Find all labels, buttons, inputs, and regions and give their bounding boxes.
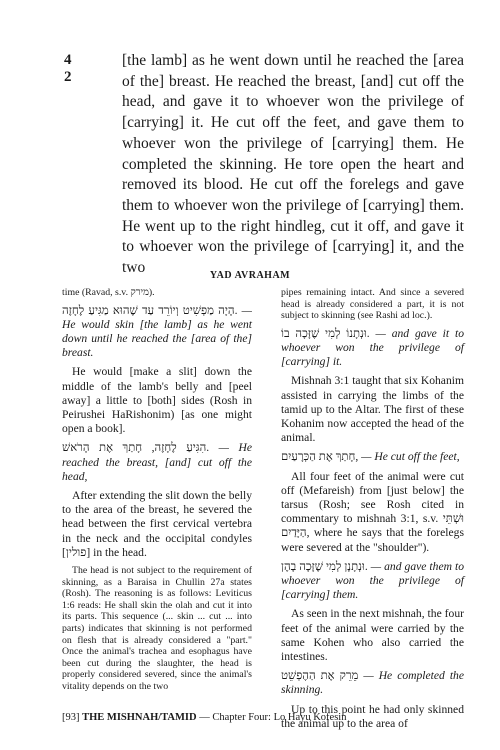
- hebrew-lemma: וּנְתָנוֹ לְמִי שֶׁזָּכָה בוֹ.: [281, 326, 370, 340]
- lemma-translation: — He reached the breast, [and] cut off the head,: [62, 441, 252, 483]
- page-number: [93]: [62, 712, 80, 723]
- lemma-translation: — He would skin [the lamb] as he went down until he reached the [area of the] breast.: [62, 303, 252, 360]
- commentary-paragraph: The head is not subject to the requirement of skinning, as a Baraisa in Chullin 27a states (Rosh). The reasoning is as follows: Leviticus 1:6 reads: He shall skin the olah and cut it into its parts. This sequence (... skin ... cut ... into parts) indicates that skinning is not performed on flesh that is already considered a "part." Once the animal's trachea and esophagus have been cut during the slaughter, the head is properly considered severed, since the animal's vitality depends on the two: [62, 565, 252, 692]
- commentary-paragraph: He would [make a slit] down the middle of the lamb's belly and [peel away] a little to [both] sides (Rosh in Peirushei HaRishonim) [as one might open a book].: [62, 365, 252, 436]
- commentary-paragraph: Up to this point he had only skinned the animal up to the area of: [281, 702, 464, 730]
- chapter-number: 4: [64, 52, 72, 68]
- hebrew-lemma: חָתַךְ אֶת הַכְּרָעַיִם,: [281, 450, 359, 464]
- hebrew-lemma: הִגִּיעַ לֶחָזֶה, חָתַךְ אֶת הָרֹאשׁ.: [62, 441, 210, 455]
- mishnah-translation: [the lamb] as he went down until he reached the [area of the] breast. He reached the breast, [and] cut off the head, and gave it to whoever won the privilege of [carrying] it. He cut off the feet, and gave them to whoever won the privilege of [carrying] them. He completed the skinning. He tore open the heart and removed its blood. He cut off the forelegs and gave them to whoever won the privilege of [carrying] them. He went up to the right hindleg, cut it off, and gave it to whoever won the privilege of [carrying] it, and the two: [122, 52, 464, 277]
- commentary-lemma: [281, 450, 464, 464]
- commentary-lemma: [62, 441, 252, 484]
- commentary-heading: YAD AVRAHAM: [209, 270, 291, 281]
- commentary-paragraph: pipes remaining intact. And since a severed head is already considered a part, it is not subject to skinning (see Rashi ad loc.).: [281, 287, 464, 322]
- lemma-translation: — and gave it to whoever won the privilege of [carrying] it.: [281, 326, 465, 369]
- hebrew-lemma: מֵרֵק אֶת הַהֶפְשֵׁט: [281, 669, 359, 683]
- page-footer: [62, 712, 346, 723]
- lemma-translation: — He cut off the feet,: [358, 450, 460, 464]
- commentary-lemma: [281, 560, 464, 603]
- book-title: THE MISHNAH/TAMID: [82, 712, 197, 723]
- commentary-lemma: [62, 304, 252, 361]
- commentary-paragraph: As seen in the next mishnah, the four feet of the animal were carried by the same Kohen who also carried the intestines.: [281, 607, 464, 664]
- commentary-paragraph: Mishnah 3:1 taught that six Kohanim assisted in carrying the limbs of the tamid up to the Altar. The first of these Kohanim now accepted the head of the animal.: [281, 374, 464, 445]
- commentary-left-column: [62, 287, 252, 698]
- commentary-paragraph: After extending the slit down the belly to the area of the breast, he severed the head between the first cervical vertebra in the neck and the occipital condyles [פולין] in the head.: [62, 489, 252, 559]
- hebrew-lemma: הָיָה מַפְשִׁיט וְיוֹרֵד עַד שֶׁהוּא מַגִּיעַ לֶחָזֶה.: [62, 303, 238, 317]
- mishnah-number: 2: [64, 69, 72, 85]
- hebrew-lemma: וּנְתָנָן לְמִי שֶׁזָּכָה בָהֶן.: [281, 559, 368, 573]
- commentary-lemma: [281, 327, 464, 370]
- commentary-lemma: [281, 669, 464, 697]
- lemma-translation: — and gave them to whoever won the privilege of [carrying] them.: [281, 559, 464, 602]
- commentary-paragraph: time (Ravad, s.v. מירק).: [62, 287, 155, 298]
- commentary-right-column: [281, 287, 464, 736]
- commentary-paragraph: All four feet of the animal were cut off (Mefareish) from [just below] the tarsus (Rosh; see Rosh cited in commentary to mishnah 3:1, s.v. וּשְׁתֵּי הַיָּדַיִם, where he says that the forelegs were severed at the "shoulder").: [281, 469, 464, 554]
- chapter-mishnah-number: [64, 52, 72, 86]
- lemma-translation: — He completed the skinning.: [281, 669, 464, 697]
- chapter-title: — Chapter Four: Lo Hayu Kofesin: [196, 712, 347, 723]
